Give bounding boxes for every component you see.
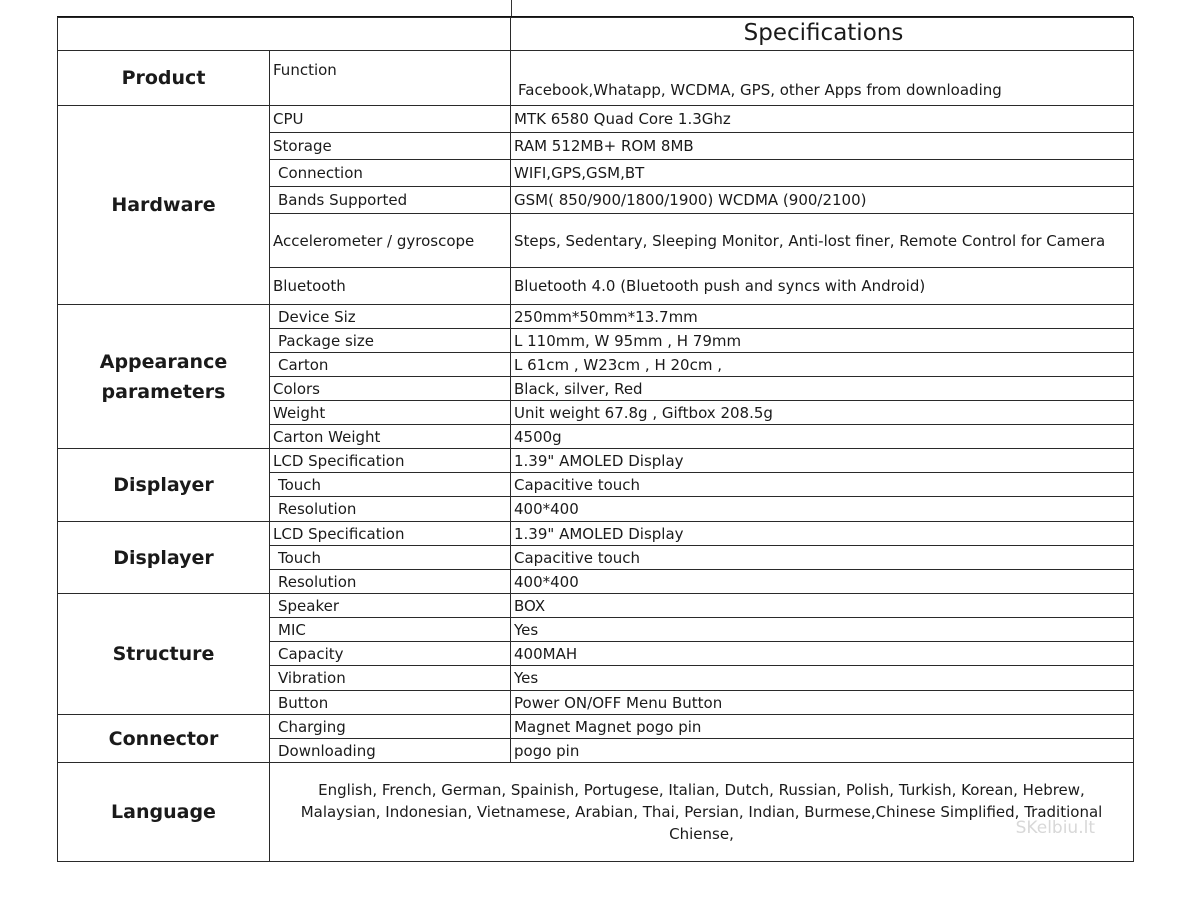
spec-name-cell: Resolution — [270, 570, 511, 594]
table-row — [58, 449, 1134, 473]
table-row — [58, 51, 1134, 106]
divider — [511, 0, 512, 16]
spec-value-cell: Bluetooth 4.0 (Bluetooth push and syncs with Android) — [511, 268, 1134, 305]
table-row — [58, 305, 1134, 329]
table-row — [58, 715, 1134, 739]
spec-value-cell: 400*400 — [511, 497, 1134, 522]
spec-name-cell: Connection — [270, 160, 511, 187]
spec-value-cell: 4500g — [511, 425, 1134, 449]
spec-name-cell: Charging — [270, 715, 511, 739]
category-cell: Language — [58, 763, 270, 862]
spec-name-cell: Touch — [270, 473, 511, 497]
table-row — [58, 106, 1134, 133]
header-blank-cell — [58, 18, 511, 51]
spec-value-cell: MTK 6580 Quad Core 1.3Ghz — [511, 106, 1134, 133]
spec-value-cell: BOX — [511, 594, 1134, 618]
spec-name-cell: Accelerometer / gyroscope — [270, 214, 511, 268]
spec-name-cell: Speaker — [270, 594, 511, 618]
spec-name-cell: Storage — [270, 133, 511, 160]
spec-value-cell: 250mm*50mm*13.7mm — [511, 305, 1134, 329]
spec-name-cell: MIC — [270, 618, 511, 642]
category-cell: Structure — [58, 594, 270, 715]
spec-value-cell: L 110mm, W 95mm , H 79mm — [511, 329, 1134, 353]
spec-name-cell: Function — [270, 51, 511, 106]
spec-value-cell: L 61cm , W23cm , H 20cm , — [511, 353, 1134, 377]
spec-value-cell: Magnet Magnet pogo pin — [511, 715, 1134, 739]
spec-name-cell: CPU — [270, 106, 511, 133]
spec-name-cell: Colors — [270, 377, 511, 401]
category-cell: Product — [58, 51, 270, 106]
header-row — [58, 18, 1134, 51]
spec-value-cell: RAM 512MB+ ROM 8MB — [511, 133, 1134, 160]
specifications-heading: Specifications — [511, 18, 1134, 51]
table-row — [58, 594, 1134, 618]
language-list-cell: English, French, German, Spainish, Portugese, Italian, Dutch, Russian, Polish, Turkish, Korean, Hebrew, Malaysian, Indonesian, Vietnamese, Arabian, Thai, Persian, Indian, Burmese,Chinese Simplified, Traditional Chiense, — [270, 763, 1134, 862]
spec-name-cell: Weight — [270, 401, 511, 425]
spec-table — [57, 17, 1134, 862]
table-row — [58, 763, 1134, 862]
spec-name-cell: Bands Supported — [270, 187, 511, 214]
spec-name-cell: Carton Weight — [270, 425, 511, 449]
category-cell: Appearance parameters — [58, 305, 270, 449]
spec-name-cell: Package size — [270, 329, 511, 353]
spec-value-cell: pogo pin — [511, 739, 1134, 763]
category-cell: Hardware — [58, 106, 270, 305]
spec-name-cell: Vibration — [270, 666, 511, 691]
spec-value-cell: Yes — [511, 618, 1134, 642]
spec-value-cell: 400*400 — [511, 570, 1134, 594]
spec-value-cell: WIFI,GPS,GSM,BT — [511, 160, 1134, 187]
spec-name-cell: Button — [270, 691, 511, 715]
spec-name-cell: Carton — [270, 353, 511, 377]
spec-value-cell: Black, silver, Red — [511, 377, 1134, 401]
spec-name-cell: Capacity — [270, 642, 511, 666]
spec-value-cell: Capacitive touch — [511, 473, 1134, 497]
table-row — [58, 522, 1134, 546]
spec-value-cell: 400MAH — [511, 642, 1134, 666]
spec-name-cell: Resolution — [270, 497, 511, 522]
category-cell: Connector — [58, 715, 270, 763]
spec-sheet — [57, 0, 1133, 870]
spec-value-cell: Facebook,Whatapp, WCDMA, GPS, other Apps from downloading — [511, 51, 1134, 106]
spec-value-cell: 1.39" AMOLED Display — [511, 449, 1134, 473]
spec-value-cell: Capacitive touch — [511, 546, 1134, 570]
category-cell: Displayer — [58, 449, 270, 522]
spec-value-cell: Steps, Sedentary, Sleeping Monitor, Anti-lost finer, Remote Control for Camera — [511, 214, 1134, 268]
spec-name-cell: Downloading — [270, 739, 511, 763]
spec-name-cell: Touch — [270, 546, 511, 570]
spec-value-cell: Power ON/OFF Menu Button — [511, 691, 1134, 715]
spec-name-cell: Device Siz — [270, 305, 511, 329]
spec-name-cell: Bluetooth — [270, 268, 511, 305]
spec-value-cell: Unit weight 67.8g , Giftbox 208.5g — [511, 401, 1134, 425]
spec-value-cell: GSM( 850/900/1800/1900) WCDMA (900/2100) — [511, 187, 1134, 214]
spec-value-cell: 1.39" AMOLED Display — [511, 522, 1134, 546]
spec-name-cell: LCD Specification — [270, 522, 511, 546]
spec-value-cell: Yes — [511, 666, 1134, 691]
top-border — [57, 0, 1133, 18]
watermark: SKelbiu.lt — [1015, 818, 1095, 838]
category-cell: Displayer — [58, 522, 270, 594]
spec-name-cell: LCD Specification — [270, 449, 511, 473]
